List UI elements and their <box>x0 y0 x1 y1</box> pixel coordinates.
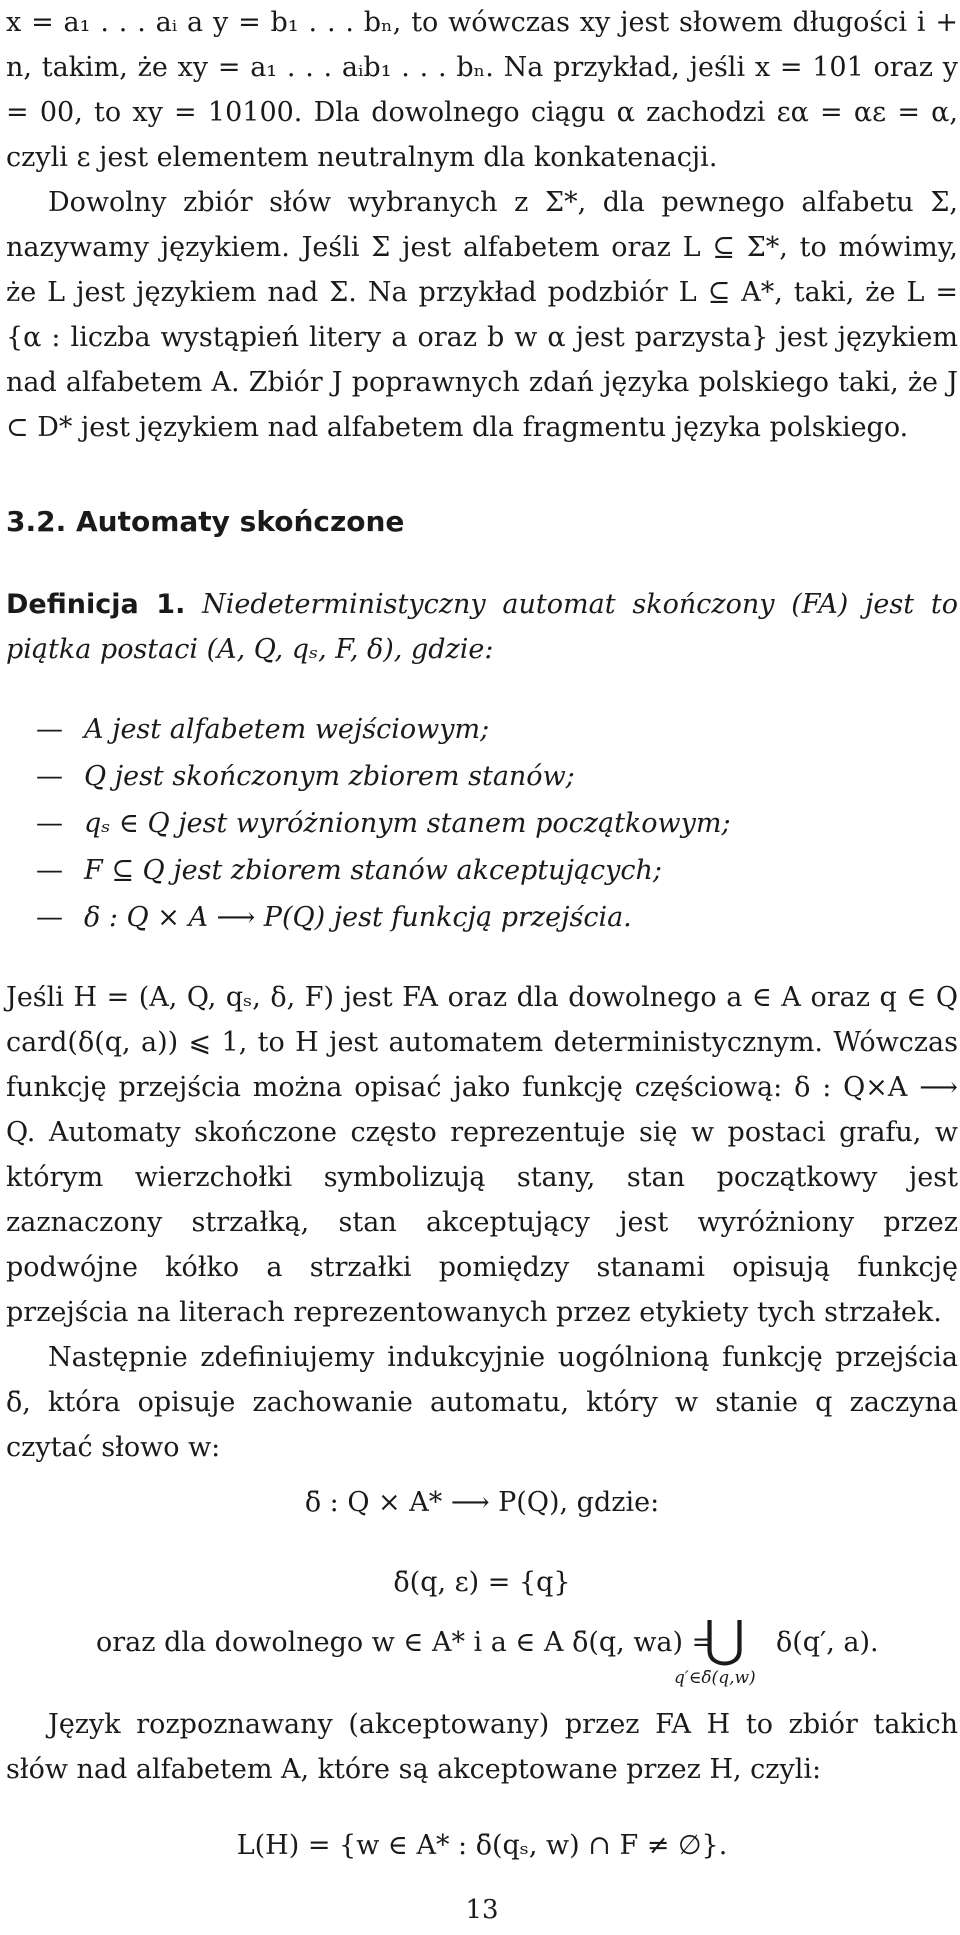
section-heading: 3.2. Automaty skończone <box>6 505 405 538</box>
body-text-2: Następnie zdefiniujemy indukcyjnie uogólnioną funkcję przejścia δ̄, która opisuje zachowanie automatu, który w stanie q zaczyna czytać słowo w: <box>6 1342 958 1463</box>
intro-text-2: Dowolny zbiór słów wybranych z Σ*, dla pewnego alfabetu Σ, nazywamy językiem. Jeśli Σ jest alfabetem oraz L ⊆ Σ*, to mówimy, że L jest językiem nad Σ. Na przykład podzbiór L ⊆ A*, taki, że L = {α : liczba wystąpień litery a oraz b w α jest parzysta} jest językiem nad alfabetem A. Zbiór J poprawnych zdań języka polskiego taki, że J ⊂ D* jest językiem nad alfabetem dla fragmentu języka polskiego. <box>6 187 958 443</box>
equation-language: L(H) = {w ∈ A* : δ̄(qₛ, w) ∩ F ≠ ∅}. <box>236 1830 728 1861</box>
definition-item: — A jest alfabetem wejściowym; <box>36 706 936 753</box>
dash-marker: — <box>36 855 63 886</box>
intro-paragraph-1 <box>6 0 958 180</box>
dash-marker: — <box>36 902 63 933</box>
equation-base-case: δ̄(q, ε) = {q} <box>393 1567 571 1598</box>
equation-inductive-right: δ(q′, a). <box>776 1627 879 1658</box>
body-paragraph-2 <box>6 1335 958 1470</box>
equation-inductive-step <box>6 1600 958 1688</box>
dash-marker: — <box>36 808 63 839</box>
page-number: 13 <box>465 1895 499 1925</box>
definition-block <box>6 582 958 672</box>
definition-item: — δ : Q × A ⟶ P(Q) jest funkcją przejścia. <box>36 894 936 941</box>
intro-text-1: x = a₁ . . . aᵢ a y = b₁ . . . bₙ, to wówczas xy jest słowem długości i + n, takim, że xy = a₁ . . . aᵢb₁ . . . bₙ. Na przykład, jeśli x = 101 oraz y = 00, to xy = 10100. Dla dowolnego ciągu α zachodzi εα = αε = α, czyli ε jest elementem neutralnym dla konkatenacji. <box>6 7 958 173</box>
definition-list <box>36 706 936 941</box>
definition-item: — qₛ ∈ Q jest wyróżnionym stanem początkowym; <box>36 800 936 847</box>
dash-marker: — <box>36 714 63 745</box>
equation-inductive-left: oraz dla dowolnego w ∈ A* i a ∈ A δ̄(q, wa) = <box>96 1627 715 1658</box>
body-text-1: Jeśli H = (A, Q, qₛ, δ, F) jest FA oraz dla dowolnego a ∈ A oraz q ∈ Q card(δ(q, a)) ⩽ 1, to H jest automatem deterministycznym. Wówczas funkcję przejścia można opisać jako funkcję częściową: δ : Q×A ⟶ Q. Automaty skończone często reprezentuje się w postaci grafu, w którym wierzchołki symbolizują stany, stan początkowy jest zaznaczony strzałką, stan akceptujący jest wyróżniony przez podwójne kółko a strzałki pomiędzy stanami opisują funkcję przejścia na literach reprezentowanych przez etykiety tych strzałek. <box>6 982 958 1328</box>
body-paragraph-1 <box>6 975 958 1335</box>
closing-text: Język rozpoznawany (akceptowany) przez FA H to zbiór takich słów nad alfabetem A, które są akceptowane przez H, czyli: <box>6 1709 958 1785</box>
intro-paragraph-2 <box>6 180 958 450</box>
union-subscript: q′∈δ̄(q,w) <box>674 1668 756 1688</box>
big-union-symbol: ⋃ <box>704 1610 746 1668</box>
definition-item: — Q jest skończonym zbiorem stanów; <box>36 753 936 800</box>
definition-text: Niedeterministyczny automat skończony (FA) jest to piątka postaci (A, Q, qₛ, F, δ), gdzie: <box>6 589 958 665</box>
document-page <box>6 0 958 1935</box>
definition-label: Definicja 1. <box>6 589 186 620</box>
definition-paragraph <box>6 582 958 672</box>
closing-paragraph <box>6 1702 958 1792</box>
dash-marker: — <box>36 761 63 792</box>
equation-generalized-transition: δ̄ : Q × A* ⟶ P(Q), gdzie: <box>304 1487 660 1518</box>
definition-item: — F ⊆ Q jest zbiorem stanów akceptujących; <box>36 847 936 894</box>
